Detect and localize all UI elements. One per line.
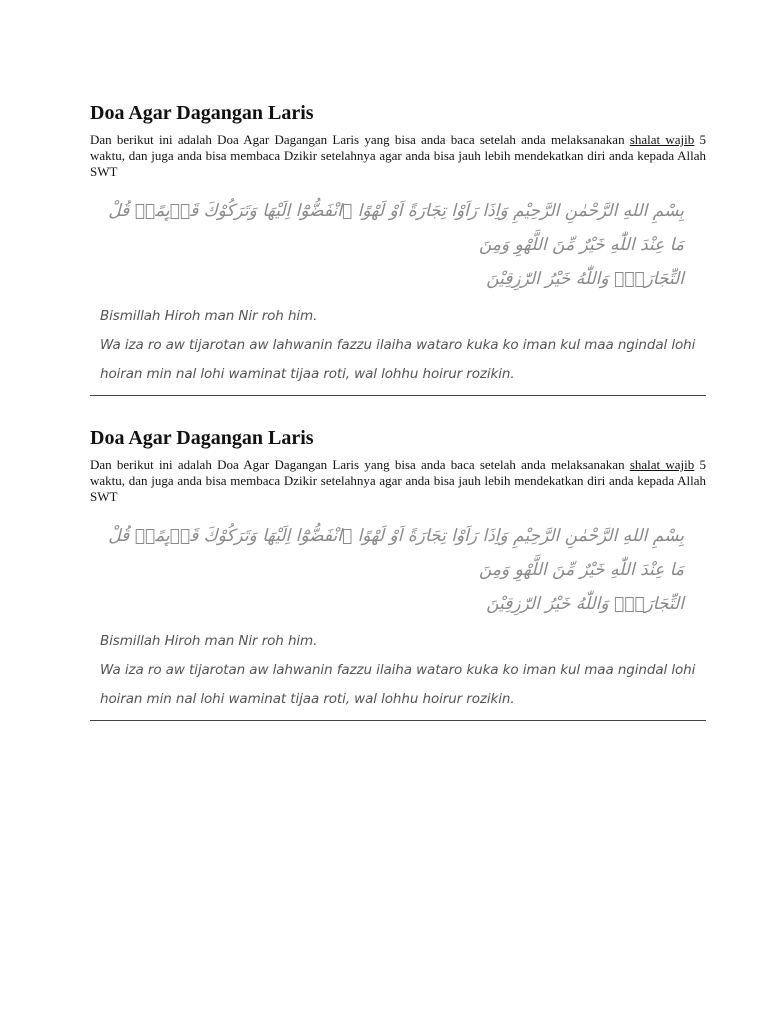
shalat-wajib-link[interactable]: shalat wajib [629, 132, 695, 147]
doa-section-2 [90, 425, 706, 721]
latin-line-3: hoiran min nal lohi waminat tijaa roti, wal lohhu hoirur rozikin. [100, 691, 515, 707]
intro-text-end: 5 waktu, dan juga anda bisa membaca Dzikir setelahnya agar anda bisa jauh lebih mendekatkan diri anda kepada Allah SWT [90, 457, 706, 504]
intro-paragraph [90, 132, 706, 180]
latin-transliteration [100, 302, 706, 389]
arabic-line-2: التِّجَارَةِۗ وَاللّٰهُ خَيْرُ الرّٰزِقِيْنَ [486, 269, 684, 289]
latin-line-2: Wa iza ro aw tijarotan aw lahwanin fazzu ilaiha wataro kuka ko iman kul maa ngindal lohi [100, 337, 696, 353]
latin-line-1: Bismillah Hiroh man Nir roh him. [100, 633, 318, 649]
latin-line-3: hoiran min nal lohi waminat tijaa roti, wal lohhu hoirur rozikin. [100, 366, 515, 382]
latin-line-2: Wa iza ro aw tijarotan aw lahwanin fazzu ilaiha wataro kuka ko iman kul maa ngindal lohi [100, 662, 696, 678]
section-divider [90, 395, 706, 396]
intro-paragraph [90, 457, 706, 505]
arabic-line-1: بِسْمِ اللهِ الرَّحْمٰنِ الرَّحِيْمِ وَاِذَا رَاَوْا تِجَارَةً اَوْ لَهْوًا ۨانْفَضُّوْٓا اِلَيْهَا وَتَرَكُوْكَ قَاۤىِٕمًاۗ قُلْ مَا عِنْدَ اللّٰهِ خَيْرٌ مِّنَ اللَّهْوِ وَمِنَ [108, 526, 684, 580]
latin-transliteration [100, 627, 706, 714]
latin-line-1: Bismillah Hiroh man Nir roh him. [100, 308, 318, 324]
doa-section-1 [90, 100, 706, 396]
intro-text-start: Dan berikut ini adalah Doa Agar Dagangan Laris yang bisa anda baca setelah anda melaksanakan [90, 457, 630, 472]
arabic-prayer-text [108, 194, 684, 289]
intro-text-start: Dan berikut ini adalah Doa Agar Dagangan Laris yang bisa anda baca setelah anda melaksanakan [90, 132, 630, 147]
section-title: Doa Agar Dagangan Laris [90, 427, 314, 449]
section-divider [90, 720, 706, 721]
section-title: Doa Agar Dagangan Laris [90, 102, 314, 124]
arabic-line-1: بِسْمِ اللهِ الرَّحْمٰنِ الرَّحِيْمِ وَاِذَا رَاَوْا تِجَارَةً اَوْ لَهْوًا ۨانْفَضُّوْٓا اِلَيْهَا وَتَرَكُوْكَ قَاۤىِٕمًاۗ قُلْ مَا عِنْدَ اللّٰهِ خَيْرٌ مِّنَ اللَّهْوِ وَمِنَ [108, 201, 684, 255]
arabic-line-2: التِّجَارَةِۗ وَاللّٰهُ خَيْرُ الرّٰزِقِيْنَ [486, 594, 684, 614]
arabic-prayer-text [108, 519, 684, 614]
shalat-wajib-link[interactable]: shalat wajib [629, 457, 695, 472]
intro-text-end: 5 waktu, dan juga anda bisa membaca Dzikir setelahnya agar anda bisa jauh lebih mendekatkan diri anda kepada Allah SWT [90, 132, 706, 179]
